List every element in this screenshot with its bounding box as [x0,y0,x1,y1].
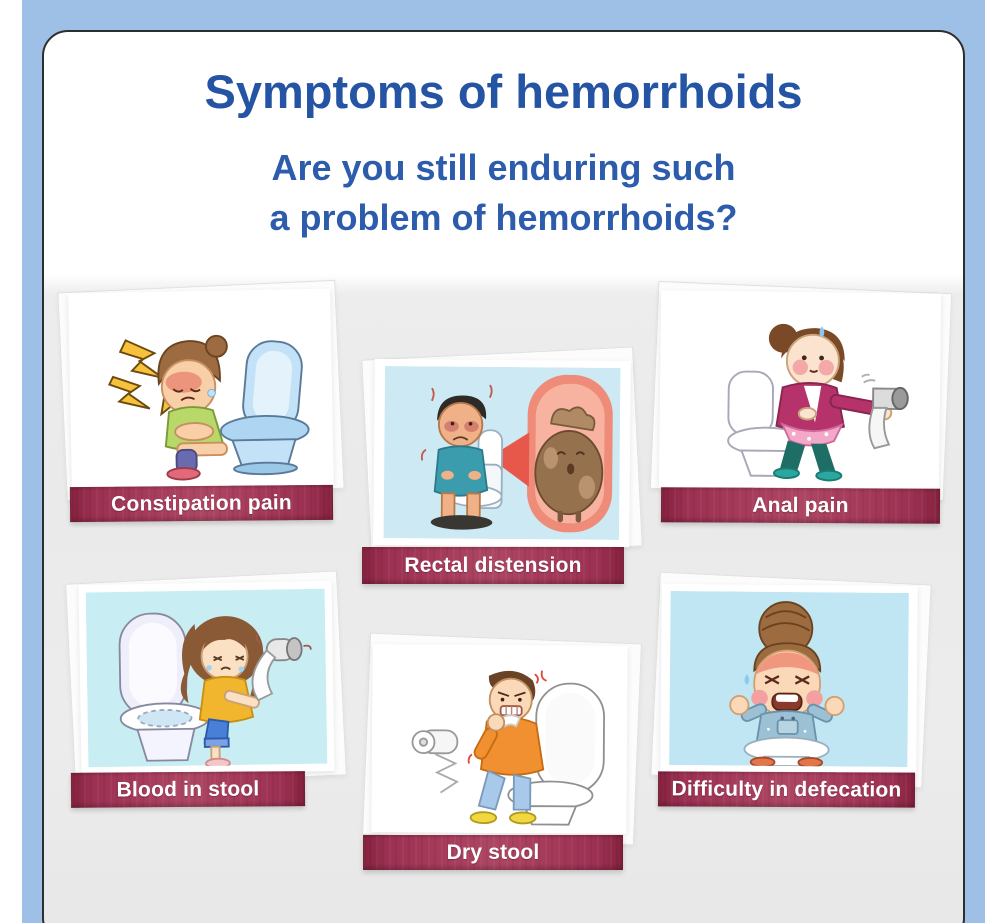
blood-in-stool-illustration [86,588,328,768]
constipation-pain-illustration [75,296,326,484]
card-frame [371,644,627,834]
card-frame [659,290,941,490]
toilet-white [744,737,829,767]
rectal-distension-illustration [380,366,623,540]
banner-label: Constipation pain [111,490,292,516]
dry-stool-illustration [378,651,620,827]
banner-label: Anal pain [752,493,849,517]
page-title: Symptoms of hemorrhoids [204,65,803,118]
banner-label: Difficulty in defecation [671,776,902,802]
difficulty-in-defecation-illustration [667,591,911,767]
banner-blood-in-stool [71,771,305,808]
banner-dry-stool [363,835,623,870]
subtitle-line-1: Are you still enduring such [271,147,736,188]
banner-constipation-pain [70,485,333,522]
banner-label: Dry stool [446,840,540,864]
card-frame [79,581,335,775]
banner-rectal-distension [362,547,624,584]
page-subtitle [42,143,965,243]
banner-label: Blood in stool [116,777,260,801]
banner-label: Rectal distension [404,553,582,577]
banner-difficulty-in-defecation [658,771,915,807]
toilet-blue [219,338,309,475]
card-frame [373,359,631,547]
paper-roll-stack [412,730,457,793]
card-frame [68,289,334,491]
banner-anal-pain [661,487,940,523]
anal-pain-illustration [666,297,934,483]
card-frame [660,584,918,774]
subtitle-line-2: a problem of hemorrhoids? [269,197,738,238]
